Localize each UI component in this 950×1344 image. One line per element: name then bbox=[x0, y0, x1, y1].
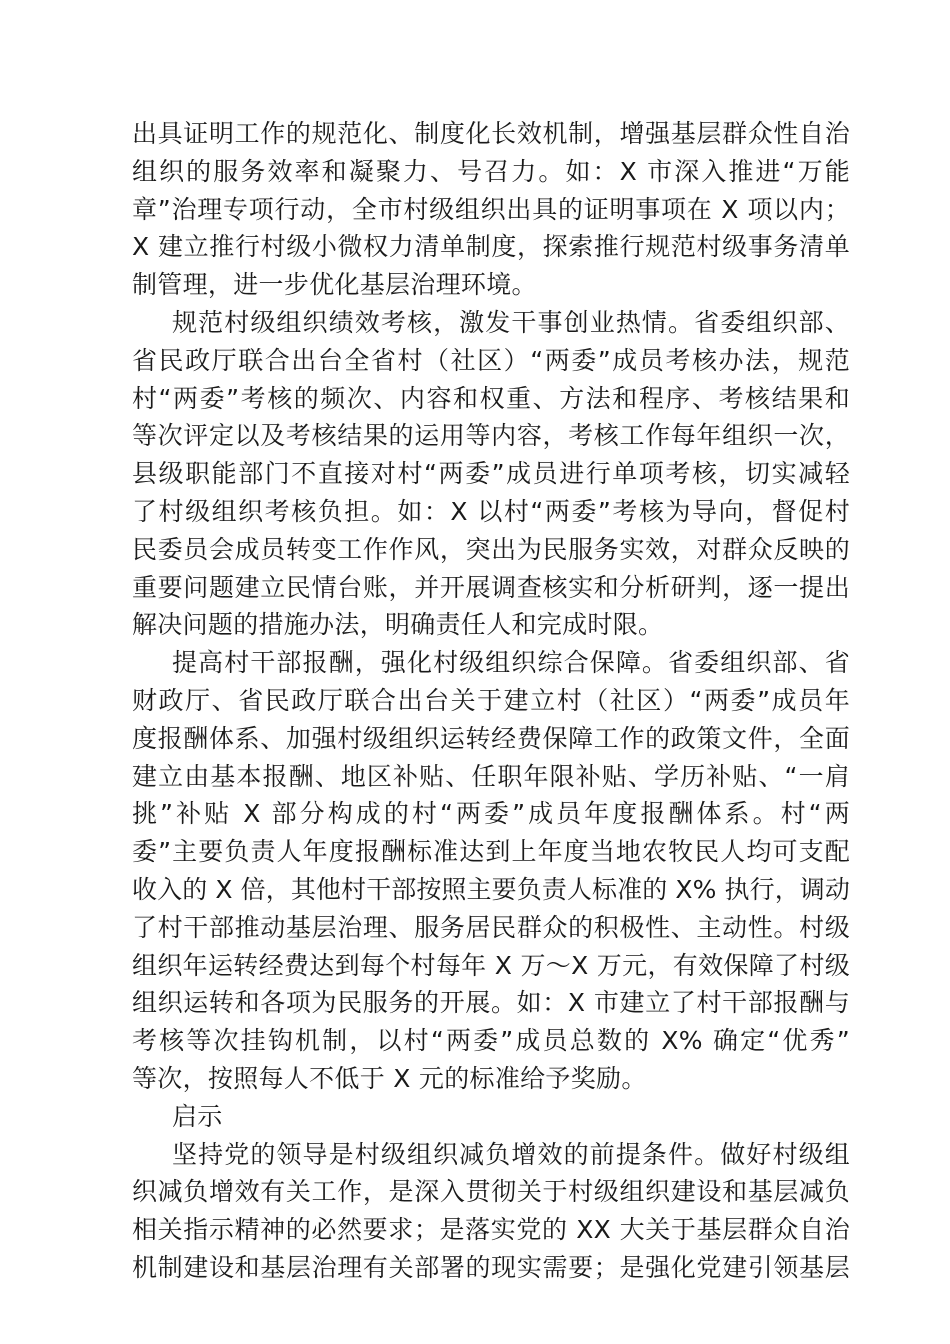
text-line: 度报酬体系、加强村级组织运转经费保障工作的政策文件，全面 bbox=[132, 723, 850, 753]
text-line: 了村干部推动基层治理、服务居民群众的积极性、主动性。村级 bbox=[132, 912, 850, 942]
text-line: 织减负增效有关工作，是深入贯彻关于村级组织建设和基层减负 bbox=[132, 1177, 850, 1207]
text-line: 相关指示精神的必然要求；是落实党的 XX 大关于基层群众自治 bbox=[132, 1215, 850, 1245]
section-heading: 启示 bbox=[172, 1101, 223, 1131]
text-line: 收入的 X 倍，其他村干部按照主要负责人标准的 X% 执行，调动 bbox=[132, 874, 850, 904]
text-line: 组织运转和各项为民服务的开展。如：X 市建立了村干部报酬与 bbox=[132, 988, 850, 1018]
text-line: 村“两委”考核的频次、内容和权重、方法和程序、考核结果和 bbox=[132, 383, 850, 413]
text-line: X 建立推行村级小微权力清单制度，探索推行规范村级事务清单 bbox=[132, 232, 850, 262]
text-line: 组织的服务效率和凝聚力、号召力。如：X 市深入推进“万能 bbox=[132, 156, 850, 186]
text-line: 章”治理专项行动，全市村级组织出具的证明事项在 X 项以内； bbox=[132, 194, 850, 224]
text-line: 建立由基本报酬、地区补贴、任职年限补贴、学历补贴、“一肩 bbox=[132, 761, 850, 791]
text-line: 等次，按照每人不低于 X 元的标准给予奖励。 bbox=[132, 1063, 647, 1093]
text-line: 等次评定以及考核结果的运用等内容，考核工作每年组织一次， bbox=[132, 421, 850, 451]
text-line: 委”主要负责人年度报酬标准达到上年度当地农牧民人均可支配 bbox=[132, 837, 850, 867]
text-line: 县级职能部门不直接对村“两委”成员进行单项考核，切实减轻 bbox=[132, 459, 850, 489]
document-body bbox=[132, 115, 850, 1287]
text-line: 出具证明工作的规范化、制度化长效机制，增强基层群众性自治 bbox=[132, 119, 850, 148]
text-line: 坚持党的领导是村级组织减负增效的前提条件。做好村级组 bbox=[172, 1139, 850, 1169]
text-line: 组织年运转经费达到每个村每年 X 万～X 万元，有效保障了村级 bbox=[132, 950, 850, 980]
text-line: 提高村干部报酬，强化村级组织综合保障。省委组织部、省 bbox=[172, 648, 850, 678]
text-line: 了村级组织考核负担。如：X 以村“两委”考核为导向，督促村 bbox=[132, 496, 850, 526]
text-line: 解决问题的措施办法，明确责任人和完成时限。 bbox=[132, 610, 664, 640]
text-line: 重要问题建立民情台账，并开展调查核实和分析研判，逐一提出 bbox=[132, 572, 850, 602]
text-line: 制管理，进一步优化基层治理环境。 bbox=[132, 270, 537, 300]
text-line: 机制建设和基层治理有关部署的现实需要；是强化党建引领基层 bbox=[132, 1252, 850, 1282]
text-line: 挑”补贴 X 部分构成的村“两委”成员年度报酬体系。村“两 bbox=[132, 799, 850, 829]
text-line: 财政厅、省民政厅联合出台关于建立村（社区）“两委”成员年 bbox=[132, 685, 850, 715]
text-line: 考核等次挂钩机制，以村“两委”成员总数的 X% 确定“优秀” bbox=[132, 1026, 850, 1056]
text-line: 民委员会成员转变工作作风，突出为民服务实效，对群众反映的 bbox=[132, 534, 850, 564]
text-line: 规范村级组织绩效考核，激发干事创业热情。省委组织部、 bbox=[172, 307, 850, 337]
text-line: 省民政厅联合出台全省村（社区）“两委”成员考核办法，规范 bbox=[132, 345, 850, 375]
